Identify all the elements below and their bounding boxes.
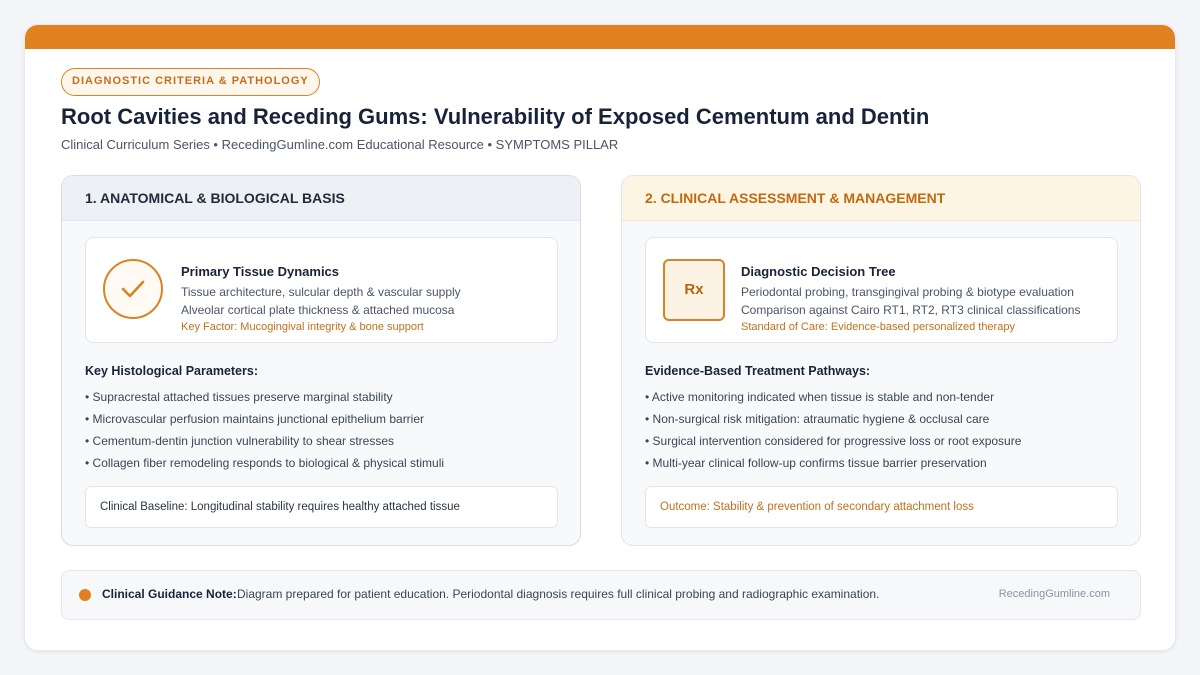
feature-line: Tissue architecture, sulcular depth & vascular supply [181, 285, 461, 299]
clinical-assessment-panel [621, 175, 1141, 546]
feature-title: Diagnostic Decision Tree [741, 264, 896, 279]
brand-text: RecedingGumline.com [998, 588, 1110, 600]
feature-line: Alveolar cortical plate thickness & attached mucosa [181, 303, 455, 317]
anatomical-basis-panel [61, 175, 581, 546]
page-subtitle: Clinical Curriculum Series • RecedingGumline.com Educational Resource • SYMPTOMS PILLAR [61, 137, 619, 152]
orange-dot-icon [79, 589, 91, 601]
note-label: Clinical Guidance Note: [102, 587, 237, 601]
list-item: • Microvascular perfusion maintains junctional epithelium barrier [85, 412, 425, 426]
list-item: • Cementum-dentin junction vulnerability to shear stresses [85, 434, 395, 448]
feature-card [85, 237, 558, 343]
treatment-list [645, 386, 1021, 474]
checkmark-circle-icon [103, 259, 163, 319]
content-card [24, 24, 1176, 651]
list-item: • Non-surgical risk mitigation: atraumatic hygiene & occlusal care [645, 412, 990, 426]
feature-title: Primary Tissue Dynamics [181, 264, 340, 279]
page-title: Root Cavities and Receding Gums: Vulnerability of Exposed Cementum and Dentin [61, 104, 930, 129]
list-item: • Surgical intervention considered for progressive loss or root exposure [645, 434, 1022, 448]
note-text: Diagram prepared for patient education. Periodontal diagnosis requires full clinical probing and radiographic examination. [237, 587, 880, 601]
category-badge: DIAGNOSTIC CRITERIA & PATHOLOGY [61, 68, 320, 96]
section-title: Evidence-Based Treatment Pathways: [645, 364, 871, 378]
panel-header: 2. CLINICAL ASSESSMENT & MANAGEMENT [622, 176, 1140, 221]
guidance-note [61, 570, 1141, 620]
accent-top-bar [25, 25, 1175, 49]
list-item: • Multi-year clinical follow-up confirms tissue barrier preservation [645, 456, 987, 470]
list-item: • Supracrestal attached tissues preserve marginal stability [85, 390, 393, 404]
feature-line: Periodontal probing, transgingival probing & biotype evaluation [741, 285, 1074, 299]
list-item: • Active monitoring indicated when tissue is stable and non-tender [645, 390, 995, 404]
outcome-box: Outcome: Stability & prevention of secondary attachment loss [645, 486, 1118, 528]
section-title: Key Histological Parameters: [85, 364, 258, 378]
feature-key-factor: Key Factor: Mucogingival integrity & bone support [181, 321, 424, 333]
panel-header: 1. ANATOMICAL & BIOLOGICAL BASIS [62, 176, 580, 221]
feature-card [645, 237, 1118, 343]
parameter-list [85, 386, 444, 474]
rx-icon: Rx [663, 259, 725, 321]
list-item: • Collagen fiber remodeling responds to biological & physical stimuli [85, 456, 445, 470]
clinical-baseline-box: Clinical Baseline: Longitudinal stability requires healthy attached tissue [85, 486, 558, 528]
feature-line: Comparison against Cairo RT1, RT2, RT3 clinical classifications [741, 303, 1081, 317]
feature-standard-of-care: Standard of Care: Evidence-based personalized therapy [741, 321, 1015, 333]
